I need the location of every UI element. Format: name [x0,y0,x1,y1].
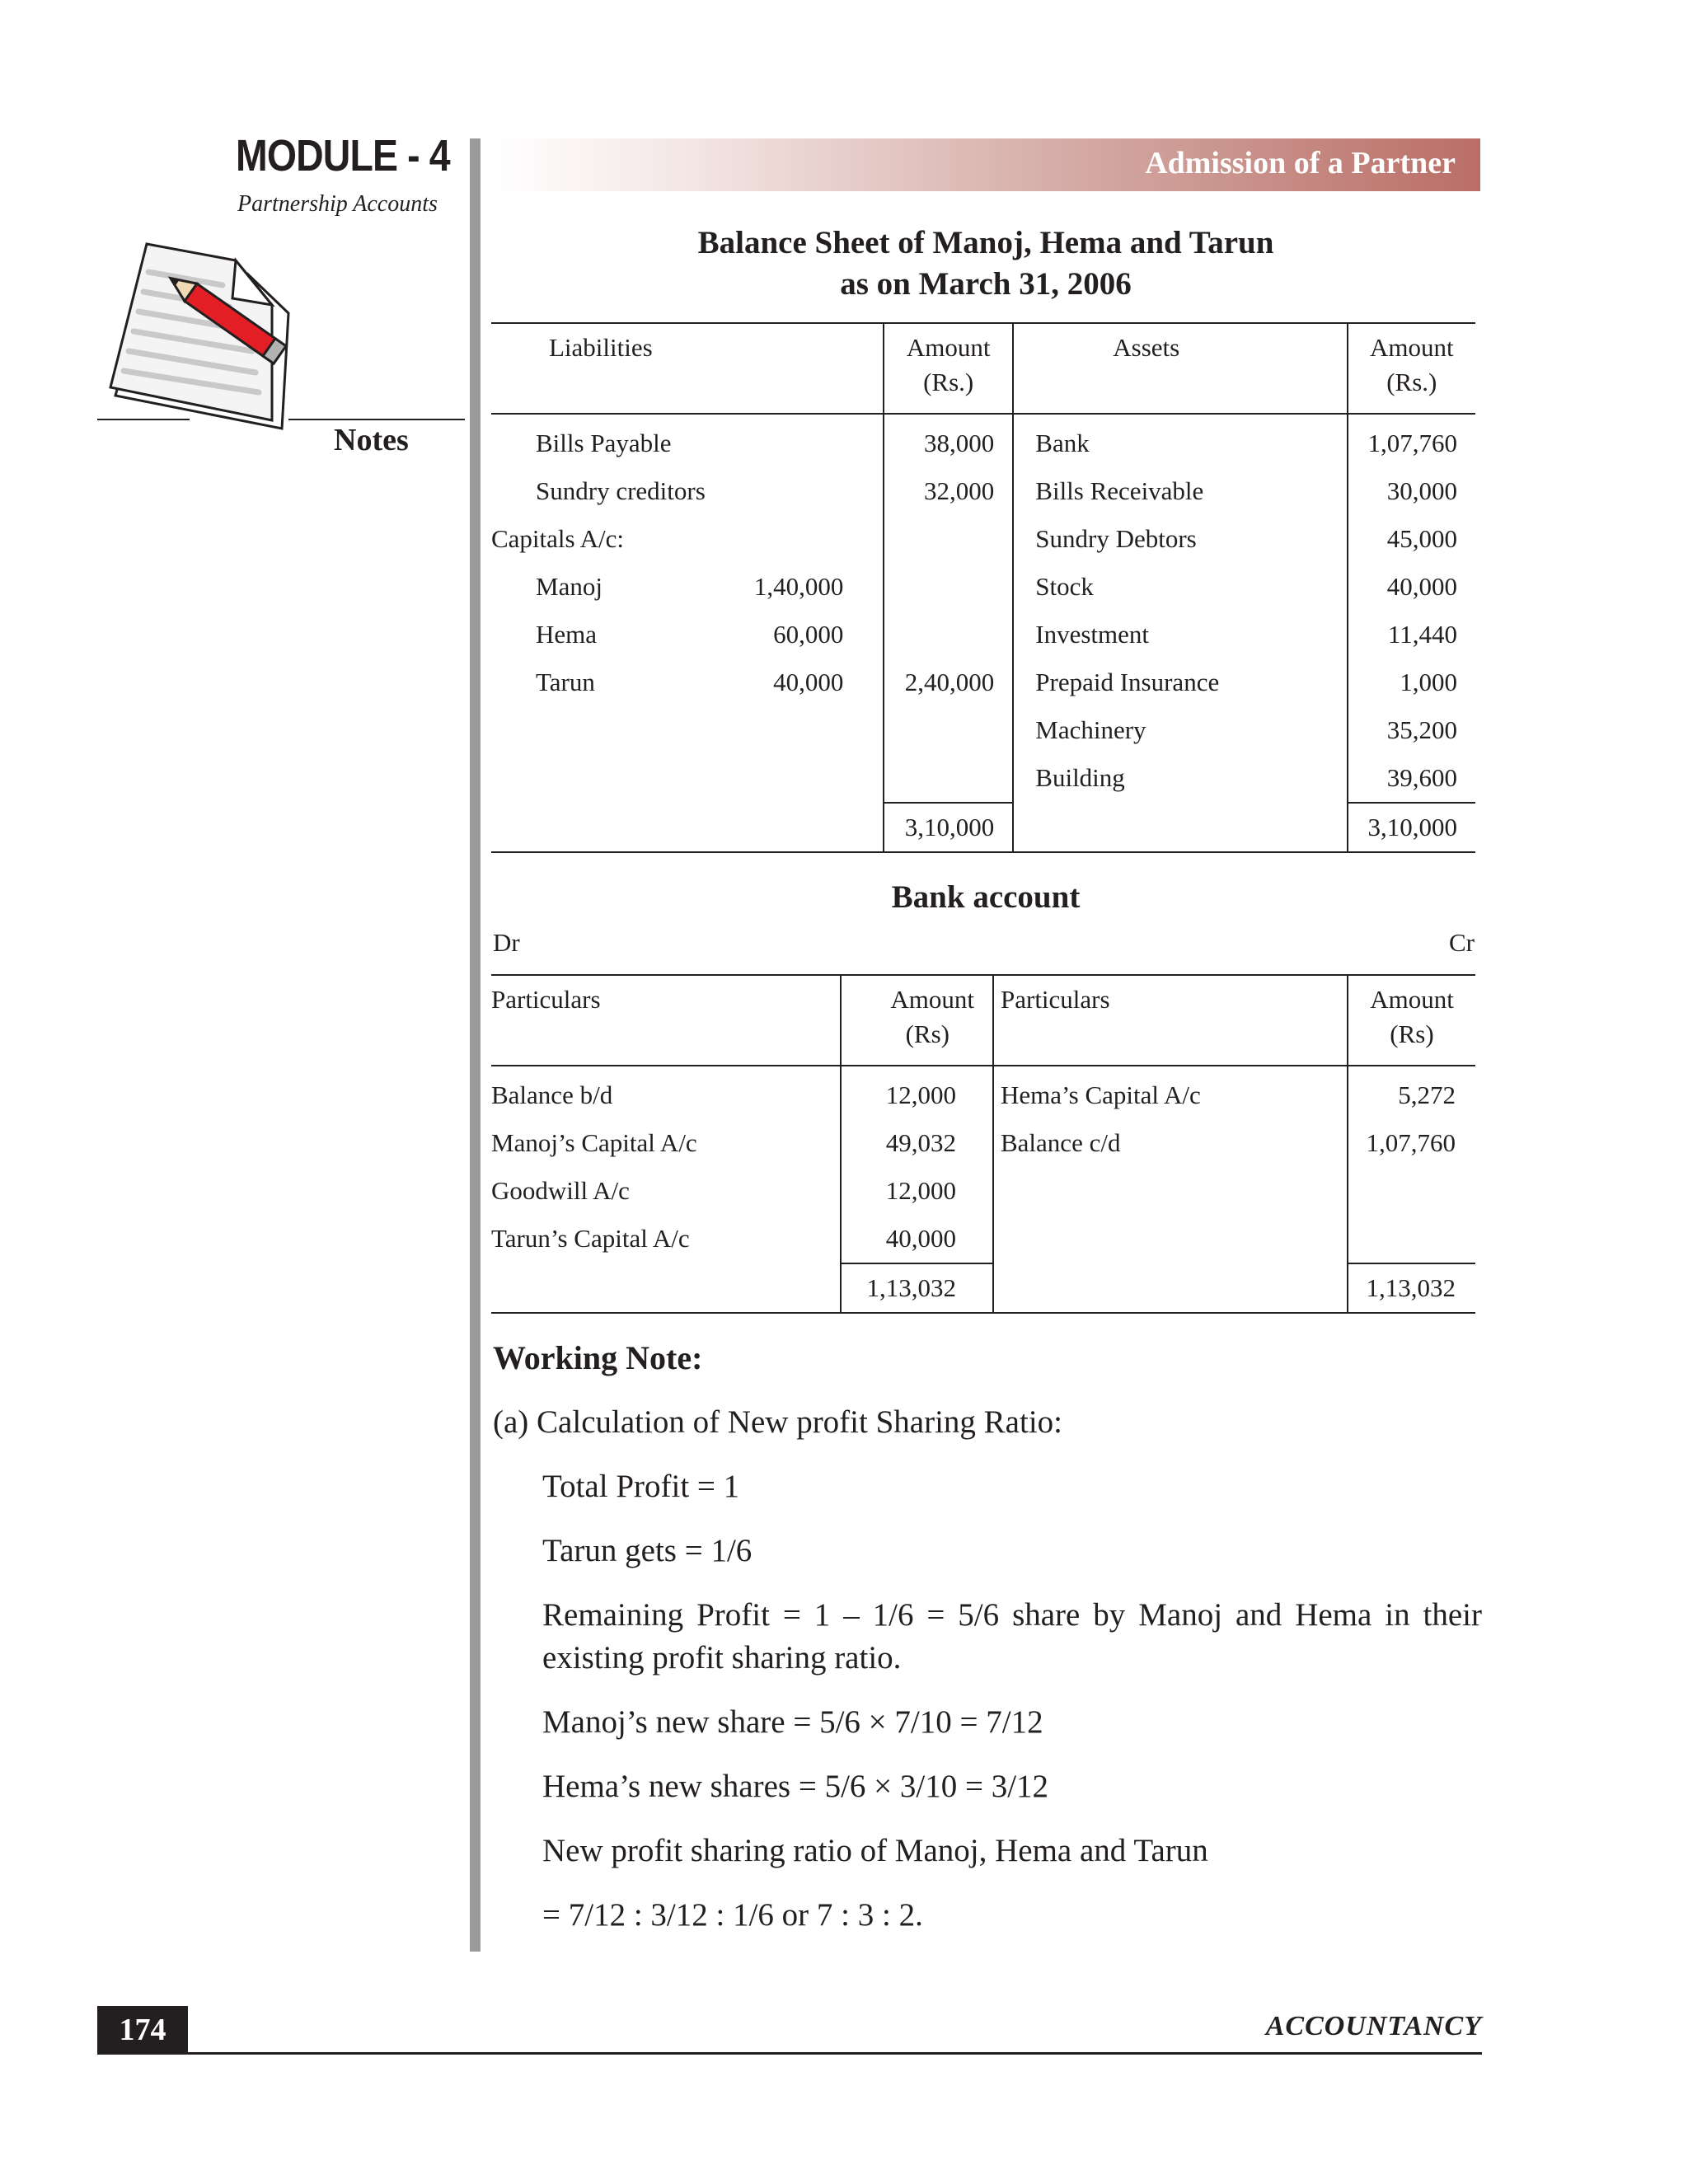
bank-account-title: Bank account [891,879,1081,915]
amount-header-line1: Amount [1370,985,1454,1014]
asset-amount: 35,200 [1348,706,1475,754]
asset-label: Machinery [1013,706,1347,754]
capitals-label: Capitals A/c: [491,524,625,553]
asset-amount: 40,000 [1348,563,1475,611]
partner-name: Tarun [536,668,595,696]
liabilities-header: Liabilities [549,333,653,362]
dr-amount: 12,000 [841,1066,993,1119]
cr-amount: 5,272 [1348,1066,1475,1119]
asset-label: Bills Receivable [1013,467,1347,515]
liability-amount: 38,000 [884,414,1013,467]
cr-particular [993,1167,1348,1215]
balance-sheet-title-line2: as on March 31, 2006 [840,266,1132,302]
amount-header-line1: Amount [1370,333,1454,362]
amount-header-line2: (Rs) [905,1019,950,1048]
asset-label: Building [1013,754,1347,803]
module-subtitle: Partnership Accounts [237,191,438,217]
amount-header-line2: (Rs) [1390,1019,1434,1048]
dr-amount: 12,000 [841,1167,993,1215]
partner-capital: 60,000 [773,620,844,649]
balance-sheet-table [491,322,1475,853]
balance-sheet-title [491,223,1480,305]
asset-label: Investment [1013,611,1347,658]
liability-label: Bills Payable [536,429,672,457]
notepad-pencil-icon [91,223,321,457]
amount-header-line1: Amount [890,985,974,1014]
table-row [491,1167,1475,1215]
liability-label: Sundry creditors [536,476,706,505]
total-cr: 1,13,032 [1348,1263,1475,1313]
total-row [491,803,1475,852]
amount-header [1348,975,1475,1066]
bank-account-table [491,974,1475,1314]
asset-label: Prepaid Insurance [1013,658,1347,706]
asset-amount: 45,000 [1348,515,1475,563]
capitals-total: 2,40,000 [884,658,1013,706]
working-note-new-ratio-value: = 7/12 : 3/12 : 1/6 or 7 : 3 : 2. [542,1897,923,1933]
table-row [491,515,1475,563]
dr-particular: Tarun’s Capital A/c [491,1224,690,1253]
amount-header [841,975,993,1066]
amount-header-line2: (Rs.) [923,368,974,396]
table-row [491,467,1475,515]
table-row [491,754,1475,803]
particulars-header: Particulars [491,985,601,1014]
chapter-title: Admission of a Partner [1145,146,1456,180]
asset-label: Stock [1013,563,1347,611]
balance-sheet-title-line1: Balance Sheet of Manoj, Hema and Tarun [697,225,1274,260]
amount-header [1348,323,1475,414]
cr-particular [993,1215,1348,1263]
working-note-tarun-gets: Tarun gets = 1/6 [542,1533,753,1568]
working-note-new-ratio-label: New profit sharing ratio of Manoj, Hema and Tarun [542,1833,1208,1868]
chapter-header-band [491,138,1480,191]
dr-particular: Goodwill A/c [491,1176,630,1205]
cr-particular: Hema’s Capital A/c [993,1066,1348,1119]
table-header-row [491,975,1475,1066]
working-note-manoj-share: Manoj’s new share = 5/6 × 7/10 = 7/12 [542,1704,1043,1740]
table-row [491,1119,1475,1167]
asset-amount: 1,07,760 [1348,414,1475,467]
notes-rule-right [288,419,465,420]
table-row [491,563,1475,611]
module-title: MODULE - 4 [236,131,450,180]
dr-amount: 49,032 [841,1119,993,1167]
table-row [491,1215,1475,1263]
table-row [491,706,1475,754]
asset-amount: 39,600 [1348,754,1475,803]
working-note-total-profit: Total Profit = 1 [542,1469,740,1504]
working-note-item-a: (a) Calculation of New profit Sharing Ratio: [493,1404,1062,1440]
page-number: 174 [97,2006,188,2054]
notes-rule-left [97,419,190,420]
amount-header-line2: (Rs.) [1386,368,1437,396]
assets-header: Assets [1013,323,1347,414]
partner-name: Manoj [536,572,603,601]
cr-particular: Balance c/d [993,1119,1348,1167]
debit-label: Dr [493,928,520,957]
total-dr: 1,13,032 [841,1263,993,1313]
table-row [491,658,1475,706]
dr-particular: Balance b/d [491,1080,613,1109]
particulars-header: Particulars [993,975,1348,1066]
total-liabilities: 3,10,000 [884,803,1013,852]
margin-divider [470,138,481,1952]
dr-particular: Manoj’s Capital A/c [491,1128,697,1157]
total-row [491,1263,1475,1313]
asset-amount: 11,440 [1348,611,1475,658]
dr-amount: 40,000 [841,1215,993,1263]
partner-capital: 40,000 [773,668,844,696]
footer-book-title: ACCOUNTANCY [1265,2011,1482,2041]
amount-header [884,323,1013,414]
liability-amount: 32,000 [884,467,1013,515]
working-note-heading: Working Note: [493,1339,703,1376]
asset-amount: 1,000 [1348,658,1475,706]
table-row [491,1066,1475,1119]
asset-amount: 30,000 [1348,467,1475,515]
cr-amount: 1,07,760 [1348,1119,1475,1167]
table-row [491,414,1475,467]
partner-capital: 1,40,000 [753,572,844,601]
asset-label: Sundry Debtors [1013,515,1347,563]
asset-label: Bank [1013,414,1347,467]
cr-amount [1348,1167,1475,1215]
footer-rule [97,2052,1482,2055]
table-row [491,611,1475,658]
notes-label: Notes [334,423,409,457]
amount-header-line1: Amount [906,333,991,362]
total-assets: 3,10,000 [1348,803,1475,852]
working-note-hema-share: Hema’s new shares = 5/6 × 3/10 = 3/12 [542,1769,1049,1804]
working-note-remaining-profit: Remaining Profit = 1 – 1/6 = 5/6 share by Manoj and Hema in their existing profit sharing ratio. [542,1597,1482,1675]
partner-name: Hema [536,620,598,649]
cr-amount [1348,1215,1475,1263]
table-header-row [491,323,1475,414]
credit-label: Cr [1449,928,1475,957]
